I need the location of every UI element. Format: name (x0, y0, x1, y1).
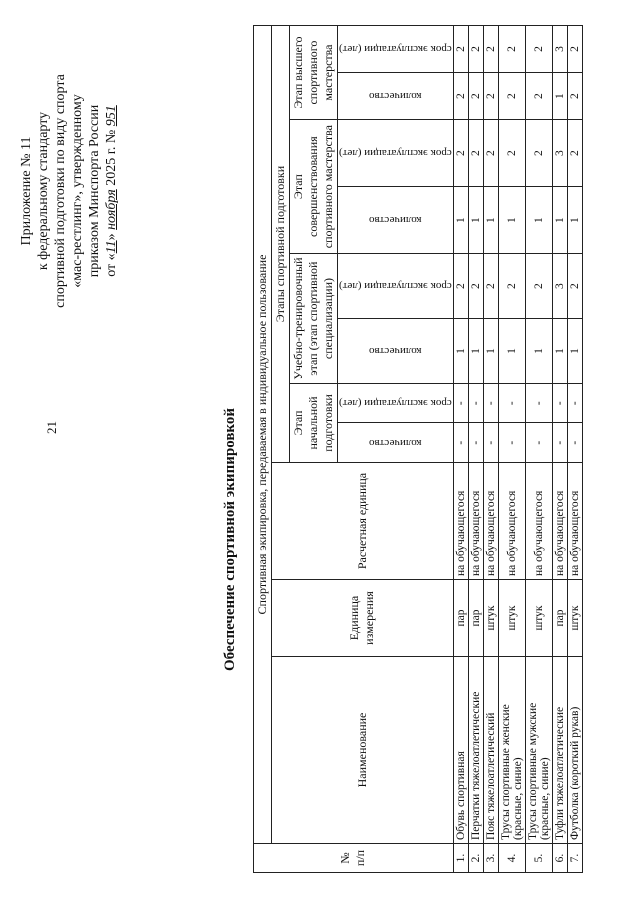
appendix-line: приказом Минспорта России (87, 104, 102, 278)
sub-header-term: срок эксплуатации (лет) (338, 254, 454, 319)
row-quantity: 1 (483, 187, 498, 254)
row-term: - (567, 383, 582, 423)
row-quantity: 1 (468, 319, 483, 384)
row-name: Обувь спортивная (453, 657, 468, 844)
row-term: 2 (483, 120, 498, 187)
appendix-date-line (103, 41, 120, 341)
col-header-number: № п/п (254, 844, 454, 873)
appendix-line: спортивной подготовки по виду спорта (53, 74, 68, 308)
row-quantity: 2 (453, 73, 468, 120)
handwritten-number: 951 (104, 105, 119, 127)
stage-header: Этап высшего спортивного мастерства (290, 26, 338, 120)
row-term: 2 (567, 254, 582, 319)
row-unit: пар (552, 580, 567, 657)
row-number: 4. (498, 844, 525, 873)
sub-header-term: срок эксплуатации (лет) (338, 383, 454, 423)
row-term: - (525, 383, 552, 423)
table-row (468, 26, 483, 873)
row-term: 2 (525, 254, 552, 319)
equipment-table (253, 25, 583, 873)
row-quantity: 1 (453, 319, 468, 384)
row-term: 2 (567, 26, 582, 73)
row-quantity: 1 (453, 187, 468, 254)
col-header-name: Наименование (272, 657, 454, 844)
row-quantity: 2 (498, 73, 525, 120)
row-quantity: 1 (552, 187, 567, 254)
row-term: - (498, 383, 525, 423)
row-quantity: 1 (567, 187, 582, 254)
row-term: 3 (552, 26, 567, 73)
document-title: Обеспечение спортивной экипировкой (222, 407, 238, 671)
appendix-header (18, 41, 120, 341)
row-number: 3. (483, 844, 498, 873)
row-number: 2. (468, 844, 483, 873)
row-quantity: 1 (552, 319, 567, 384)
stages-header: Этапы спортивной подготовки (272, 26, 290, 463)
sub-header-qty: количество (338, 423, 454, 463)
row-term: 2 (453, 254, 468, 319)
row-unit: штук (483, 580, 498, 657)
row-quantity: 1 (552, 73, 567, 120)
row-quantity: 1 (525, 187, 552, 254)
row-calc: на обучающегося (468, 463, 483, 580)
row-name: Перчатки тяжелоатлетические (468, 657, 483, 844)
row-term: 2 (483, 26, 498, 73)
row-quantity: 2 (525, 73, 552, 120)
row-quantity: 1 (498, 187, 525, 254)
date-prefix: от « (104, 253, 119, 277)
row-number: 6. (552, 844, 567, 873)
row-term: - (468, 383, 483, 423)
row-term: 2 (468, 120, 483, 187)
row-calc: на обучающегося (567, 463, 582, 580)
sub-header-term: срок эксплуатации (лет) (338, 120, 454, 187)
row-quantity: 1 (498, 319, 525, 384)
row-quantity: 1 (525, 319, 552, 384)
row-quantity: 1 (567, 319, 582, 384)
page-number: 21 (44, 421, 59, 434)
row-term: 2 (453, 120, 468, 187)
row-term: - (552, 383, 567, 423)
row-unit: пар (453, 580, 468, 657)
row-quantity: - (483, 423, 498, 463)
row-term: 2 (498, 120, 525, 187)
sub-header-qty: количество (338, 319, 454, 384)
row-quantity: - (567, 423, 582, 463)
table-row (498, 26, 525, 873)
row-number: 5. (525, 844, 552, 873)
row-quantity: - (453, 423, 468, 463)
row-unit: пар (468, 580, 483, 657)
row-name: Пояс тяжелоатлетический (483, 657, 498, 844)
stage-header: Этап начальной подготовки (290, 383, 338, 462)
row-quantity: 2 (468, 73, 483, 120)
row-calc: на обучающегося (525, 463, 552, 580)
col-header-unit: Единица измерения (272, 580, 454, 657)
row-term: - (453, 383, 468, 423)
table-row (567, 26, 582, 873)
stage-header: Учебно-тренировочный этап (этап спортивной специализации) (290, 254, 338, 384)
row-term: 2 (468, 26, 483, 73)
row-unit: штук (567, 580, 582, 657)
col-header-calc: Расчетная единица (272, 463, 454, 580)
row-quantity: 2 (567, 73, 582, 120)
row-number: 7. (567, 844, 582, 873)
sub-header-qty: количество (338, 73, 454, 120)
row-quantity: 1 (483, 319, 498, 384)
row-calc: на обучающегося (483, 463, 498, 580)
appendix-line: Приложение № 11 (19, 136, 34, 246)
date-year: 2025 г. № (104, 126, 119, 190)
row-term: 2 (498, 26, 525, 73)
row-term: 2 (498, 254, 525, 319)
row-term: 2 (525, 120, 552, 187)
row-term: 2 (453, 26, 468, 73)
row-quantity: - (498, 423, 525, 463)
handwritten-month: ноября (104, 189, 119, 230)
row-quantity: - (525, 423, 552, 463)
handwritten-day: 11 (104, 240, 119, 254)
stage-header: Этап совершенствования спортивного мастерства (290, 120, 338, 254)
row-unit: штук (525, 580, 552, 657)
row-quantity: 2 (483, 73, 498, 120)
row-term: 3 (552, 254, 567, 319)
sub-header-qty: количество (338, 187, 454, 254)
row-quantity: - (552, 423, 567, 463)
table-caption: Спортивная экипировка, передаваемая в индивидуальное пользование (254, 26, 272, 844)
table-row (483, 26, 498, 873)
row-term: 3 (552, 120, 567, 187)
row-name: Футболка (короткий рукав) (567, 657, 582, 844)
row-calc: на обучающегося (498, 463, 525, 580)
row-unit: штук (498, 580, 525, 657)
appendix-line: «мас-рестлинг», утвержденному (70, 94, 85, 288)
row-quantity: - (468, 423, 483, 463)
row-term: - (483, 383, 498, 423)
row-term: 2 (525, 26, 552, 73)
table-row (525, 26, 552, 873)
sub-header-term: срок эксплуатации (лет) (338, 26, 454, 73)
row-calc: на обучающегося (552, 463, 567, 580)
row-calc: на обучающегося (453, 463, 468, 580)
row-term: 2 (483, 254, 498, 319)
row-term: 2 (567, 120, 582, 187)
table-row (552, 26, 567, 873)
row-name: Трусы спортивные мужские (красные, синие) (525, 657, 552, 844)
row-number: 1. (453, 844, 468, 873)
row-name: Трусы спортивные женские (красные, синие) (498, 657, 525, 844)
row-quantity: 1 (468, 187, 483, 254)
row-name: Туфли тяжелоатлетические (552, 657, 567, 844)
appendix-line: к федеральному стандарту (36, 111, 51, 271)
table-row (453, 26, 468, 873)
row-term: 2 (468, 254, 483, 319)
date-mid: » (104, 229, 119, 241)
